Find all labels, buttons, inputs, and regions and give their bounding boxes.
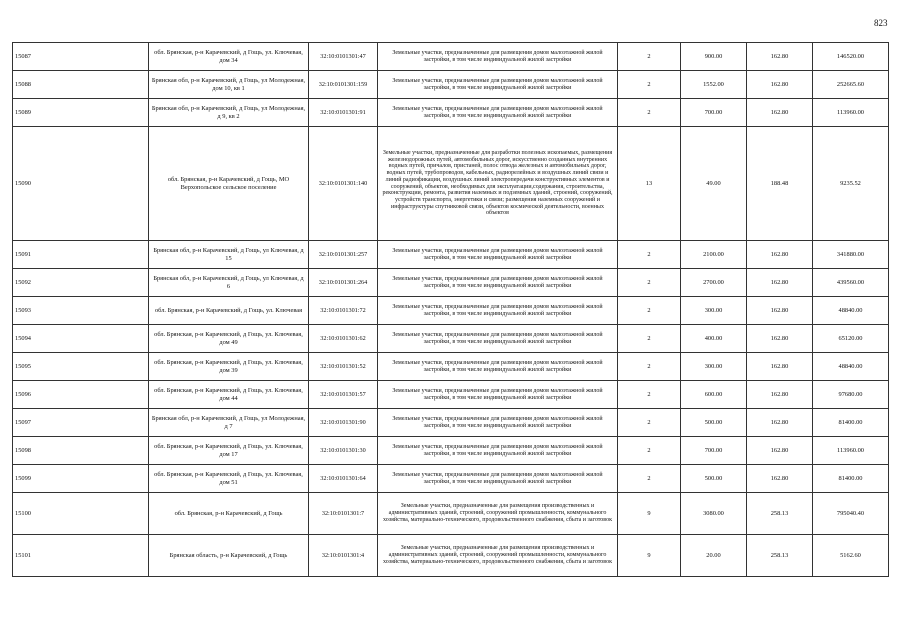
table-row xyxy=(13,127,889,241)
area-cell: 49.00 xyxy=(681,127,747,241)
row-number: 15089 xyxy=(13,99,149,127)
row-number: 15095 xyxy=(13,353,149,381)
table-row xyxy=(13,241,889,269)
table-row xyxy=(13,99,889,127)
row-number: 15094 xyxy=(13,325,149,353)
address-cell: обл. Брянская, р-н Карачевский, д Гощь xyxy=(149,493,309,535)
cadastral-number-cell: 32:10:0101301:264 xyxy=(309,269,378,297)
specific-value-cell: 258.13 xyxy=(747,493,813,535)
specific-value-cell: 162.80 xyxy=(747,43,813,71)
area-cell: 700.00 xyxy=(681,99,747,127)
cadastral-value-cell: 81400.00 xyxy=(813,465,889,493)
table-body xyxy=(13,43,889,577)
table-row xyxy=(13,325,889,353)
row-number: 15090 xyxy=(13,127,149,241)
address-cell: Брянская обл, р-н Карачевский, д Гощь, ул Ключевая, д 15 xyxy=(149,241,309,269)
row-number: 15087 xyxy=(13,43,149,71)
row-number: 15091 xyxy=(13,241,149,269)
address-cell: Брянская обл, р-н Карачевский, д Гощь, ул Молодежная, дом 10, кв 1 xyxy=(149,71,309,99)
use-group-cell: 2 xyxy=(618,353,681,381)
row-number: 15096 xyxy=(13,381,149,409)
area-cell: 300.00 xyxy=(681,353,747,381)
cadastral-number-cell: 32:10:0101301:47 xyxy=(309,43,378,71)
land-use-cell: Земельные участки, предназначенные для размещения производственных и административных зданий, строений, сооружений промышленности, коммунального хозяйства, материально-технического, продовольственного снабжения, сбыта и заготовок xyxy=(378,535,618,577)
use-group-cell: 2 xyxy=(618,269,681,297)
use-group-cell: 2 xyxy=(618,43,681,71)
address-cell: обл. Брянская, р-н Карачевский, д Гощь, ул. Ключевая, дом 39 xyxy=(149,353,309,381)
area-cell: 2700.00 xyxy=(681,269,747,297)
table-row xyxy=(13,269,889,297)
row-number: 15098 xyxy=(13,437,149,465)
cadastral-value-cell: 341880.00 xyxy=(813,241,889,269)
cadastral-number-cell: 32:10:0101301:30 xyxy=(309,437,378,465)
address-cell: обл. Брянская, р-н Карачевский, д Гощь, ул. Ключевая, дом 44 xyxy=(149,381,309,409)
address-cell: Брянская обл, р-н Карачевский, д Гощь, ул Молодежная, д 9, кв 2 xyxy=(149,99,309,127)
cadastral-value-cell: 97680.00 xyxy=(813,381,889,409)
row-number: 15097 xyxy=(13,409,149,437)
table-row xyxy=(13,465,889,493)
cadastral-value-cell: 439560.00 xyxy=(813,269,889,297)
specific-value-cell: 162.80 xyxy=(747,465,813,493)
row-number: 15088 xyxy=(13,71,149,99)
land-use-cell: Земельные участки, предназначенные для размещения домов малоэтажной жилой застройки, в том числе индивидуальной жилой застройки xyxy=(378,241,618,269)
address-cell: обл. Брянская, р-н Карачевский, д Гощь, МО Верхопольское сельское поселение xyxy=(149,127,309,241)
area-cell: 600.00 xyxy=(681,381,747,409)
area-cell: 1552.00 xyxy=(681,71,747,99)
land-use-cell: Земельные участки, предназначенные для размещения домов малоэтажной жилой застройки, в том числе индивидуальной жилой застройки xyxy=(378,409,618,437)
table-row xyxy=(13,71,889,99)
specific-value-cell: 258.13 xyxy=(747,535,813,577)
address-cell: обл. Брянская, р-н Карачевский, д Гощь, ул. Ключевая, дом 49 xyxy=(149,325,309,353)
land-use-cell: Земельные участки, предназначенные для размещения производственных и административных зданий, строений, сооружений промышленности, коммунального хозяйства, материально-технического, продовольственного снабжения, сбыта и заготовок xyxy=(378,493,618,535)
cadastral-number-cell: 32:10:0101301:90 xyxy=(309,409,378,437)
cadastral-value-cell: 81400.00 xyxy=(813,409,889,437)
use-group-cell: 2 xyxy=(618,381,681,409)
specific-value-cell: 162.80 xyxy=(747,353,813,381)
cadastral-value-cell: 48840.00 xyxy=(813,353,889,381)
table-row xyxy=(13,437,889,465)
cadastral-value-cell: 5162.60 xyxy=(813,535,889,577)
row-number: 15099 xyxy=(13,465,149,493)
area-cell: 2100.00 xyxy=(681,241,747,269)
cadastral-value-cell: 48840.00 xyxy=(813,297,889,325)
address-cell: обл. Брянская, р-н Карачевский, д Гощь, ул. Ключевая, дом 34 xyxy=(149,43,309,71)
cadastral-number-cell: 32:10:0101301:159 xyxy=(309,71,378,99)
cadastral-number-cell: 32:10:0101301:91 xyxy=(309,99,378,127)
row-number: 15101 xyxy=(13,535,149,577)
table-row xyxy=(13,297,889,325)
use-group-cell: 2 xyxy=(618,437,681,465)
cadastral-number-cell: 32:10:0101301:62 xyxy=(309,325,378,353)
address-cell: обл. Брянская, р-н Карачевский, д Гощь, ул. Ключевая xyxy=(149,297,309,325)
cadastral-value-cell: 113960.00 xyxy=(813,437,889,465)
address-cell: Брянская обл, р-н Карачевский, д Гощь, ул Ключевая, д 6 xyxy=(149,269,309,297)
use-group-cell: 2 xyxy=(618,297,681,325)
cadastral-value-cell: 113960.00 xyxy=(813,99,889,127)
table-row xyxy=(13,43,889,71)
row-number: 15100 xyxy=(13,493,149,535)
address-cell: обл. Брянская, р-н Карачевский, д Гощь, ул. Ключевая, дом 17 xyxy=(149,437,309,465)
land-use-cell: Земельные участки, предназначенные для размещения домов малоэтажной жилой застройки, в том числе индивидуальной жилой застройки xyxy=(378,269,618,297)
specific-value-cell: 188.48 xyxy=(747,127,813,241)
use-group-cell: 2 xyxy=(618,241,681,269)
area-cell: 700.00 xyxy=(681,437,747,465)
table-row xyxy=(13,409,889,437)
land-use-cell: Земельные участки, предназначенные для размещения домов малоэтажной жилой застройки, в том числе индивидуальной жилой застройки xyxy=(378,325,618,353)
cadastral-value-cell: 9235.52 xyxy=(813,127,889,241)
land-use-cell: Земельные участки, предназначенные для размещения домов малоэтажной жилой застройки, в том числе индивидуальной жилой застройки xyxy=(378,353,618,381)
table-row xyxy=(13,493,889,535)
use-group-cell: 2 xyxy=(618,325,681,353)
specific-value-cell: 162.80 xyxy=(747,241,813,269)
land-use-cell: Земельные участки, предназначенные для размещения домов малоэтажной жилой застройки, в том числе индивидуальной жилой застройки xyxy=(378,43,618,71)
cadastral-number-cell: 32:10:0101301:257 xyxy=(309,241,378,269)
area-cell: 20.00 xyxy=(681,535,747,577)
cadastral-value-cell: 65120.00 xyxy=(813,325,889,353)
address-cell: Брянская обл, р-н Карачевский, д Гощь, ул Молодежная, д 7 xyxy=(149,409,309,437)
use-group-cell: 2 xyxy=(618,71,681,99)
specific-value-cell: 162.80 xyxy=(747,297,813,325)
specific-value-cell: 162.80 xyxy=(747,269,813,297)
land-use-cell: Земельные участки, предназначенные для размещения домов малоэтажной жилой застройки, в том числе индивидуальной жилой застройки xyxy=(378,99,618,127)
use-group-cell: 2 xyxy=(618,99,681,127)
specific-value-cell: 162.80 xyxy=(747,381,813,409)
table-row xyxy=(13,381,889,409)
land-use-cell: Земельные участки, предназначенные для размещения домов малоэтажной жилой застройки, в том числе индивидуальной жилой застройки xyxy=(378,71,618,99)
area-cell: 300.00 xyxy=(681,297,747,325)
cadastral-value-cell: 252665.60 xyxy=(813,71,889,99)
address-cell: обл. Брянская, р-н Карачевский, д Гощь, ул. Ключевая, дом 51 xyxy=(149,465,309,493)
area-cell: 3080.00 xyxy=(681,493,747,535)
cadastral-value-cell: 795040.40 xyxy=(813,493,889,535)
use-group-cell: 2 xyxy=(618,409,681,437)
cadastral-number-cell: 32:10:0101301:57 xyxy=(309,381,378,409)
land-use-cell: Земельные участки, предназначенные для размещения домов малоэтажной жилой застройки, в том числе индивидуальной жилой застройки xyxy=(378,465,618,493)
cadastral-number-cell: 32:10:0101301:64 xyxy=(309,465,378,493)
specific-value-cell: 162.80 xyxy=(747,437,813,465)
specific-value-cell: 162.80 xyxy=(747,71,813,99)
row-number: 15092 xyxy=(13,269,149,297)
area-cell: 500.00 xyxy=(681,465,747,493)
table-row xyxy=(13,535,889,577)
cadastral-number-cell: 32:10:0101301:4 xyxy=(309,535,378,577)
cadastral-number-cell: 32:10:0101301:7 xyxy=(309,493,378,535)
table-row xyxy=(13,353,889,381)
cadastral-number-cell: 32:10:0101301:52 xyxy=(309,353,378,381)
land-use-cell: Земельные участки, предназначенные для размещения домов малоэтажной жилой застройки, в том числе индивидуальной жилой застройки xyxy=(378,297,618,325)
use-group-cell: 13 xyxy=(618,127,681,241)
land-use-cell: Земельные участки, предназначенные для размещения домов малоэтажной жилой застройки, в том числе индивидуальной жилой застройки xyxy=(378,381,618,409)
address-cell: Брянская область, р-н Карачевский, д Гощь xyxy=(149,535,309,577)
row-number: 15093 xyxy=(13,297,149,325)
area-cell: 500.00 xyxy=(681,409,747,437)
area-cell: 900.00 xyxy=(681,43,747,71)
page-number: 823 xyxy=(874,18,888,28)
cadastral-number-cell: 32:10:0101301:72 xyxy=(309,297,378,325)
specific-value-cell: 162.80 xyxy=(747,99,813,127)
use-group-cell: 9 xyxy=(618,535,681,577)
specific-value-cell: 162.80 xyxy=(747,325,813,353)
specific-value-cell: 162.80 xyxy=(747,409,813,437)
area-cell: 400.00 xyxy=(681,325,747,353)
use-group-cell: 9 xyxy=(618,493,681,535)
cadastral-value-cell: 146520.00 xyxy=(813,43,889,71)
cadastral-number-cell: 32:10:0101301:140 xyxy=(309,127,378,241)
land-use-cell: Земельные участки, предназначенные для разработки полезных ископаемых, размещения железнодорожных путей, автомобильных дорог, искусственно созданных внутренних водных путей, причалов, пристаней, полос отвода железных и автомобильных дорог, водных путей, трубопроводов, кабельных, радиорелейных и воздушных линий связи и линий радиофикации, воздушных линий электропередачи конструктивных элементов и сооружений, объектов, необходимых для эксплуатации,содержания, строительства, реконструкции, ремонта, развития наземных и подземных зданий, строений, сооружений, устройств транспорта, энергетики и связи; размещения наземных сооружений и инфраструктуры спутниковой связи, объектов космической деятельности, военных объектов xyxy=(378,127,618,241)
land-use-cell: Земельные участки, предназначенные для размещения домов малоэтажной жилой застройки, в том числе индивидуальной жилой застройки xyxy=(378,437,618,465)
use-group-cell: 2 xyxy=(618,465,681,493)
cadastral-value-table xyxy=(12,42,889,577)
